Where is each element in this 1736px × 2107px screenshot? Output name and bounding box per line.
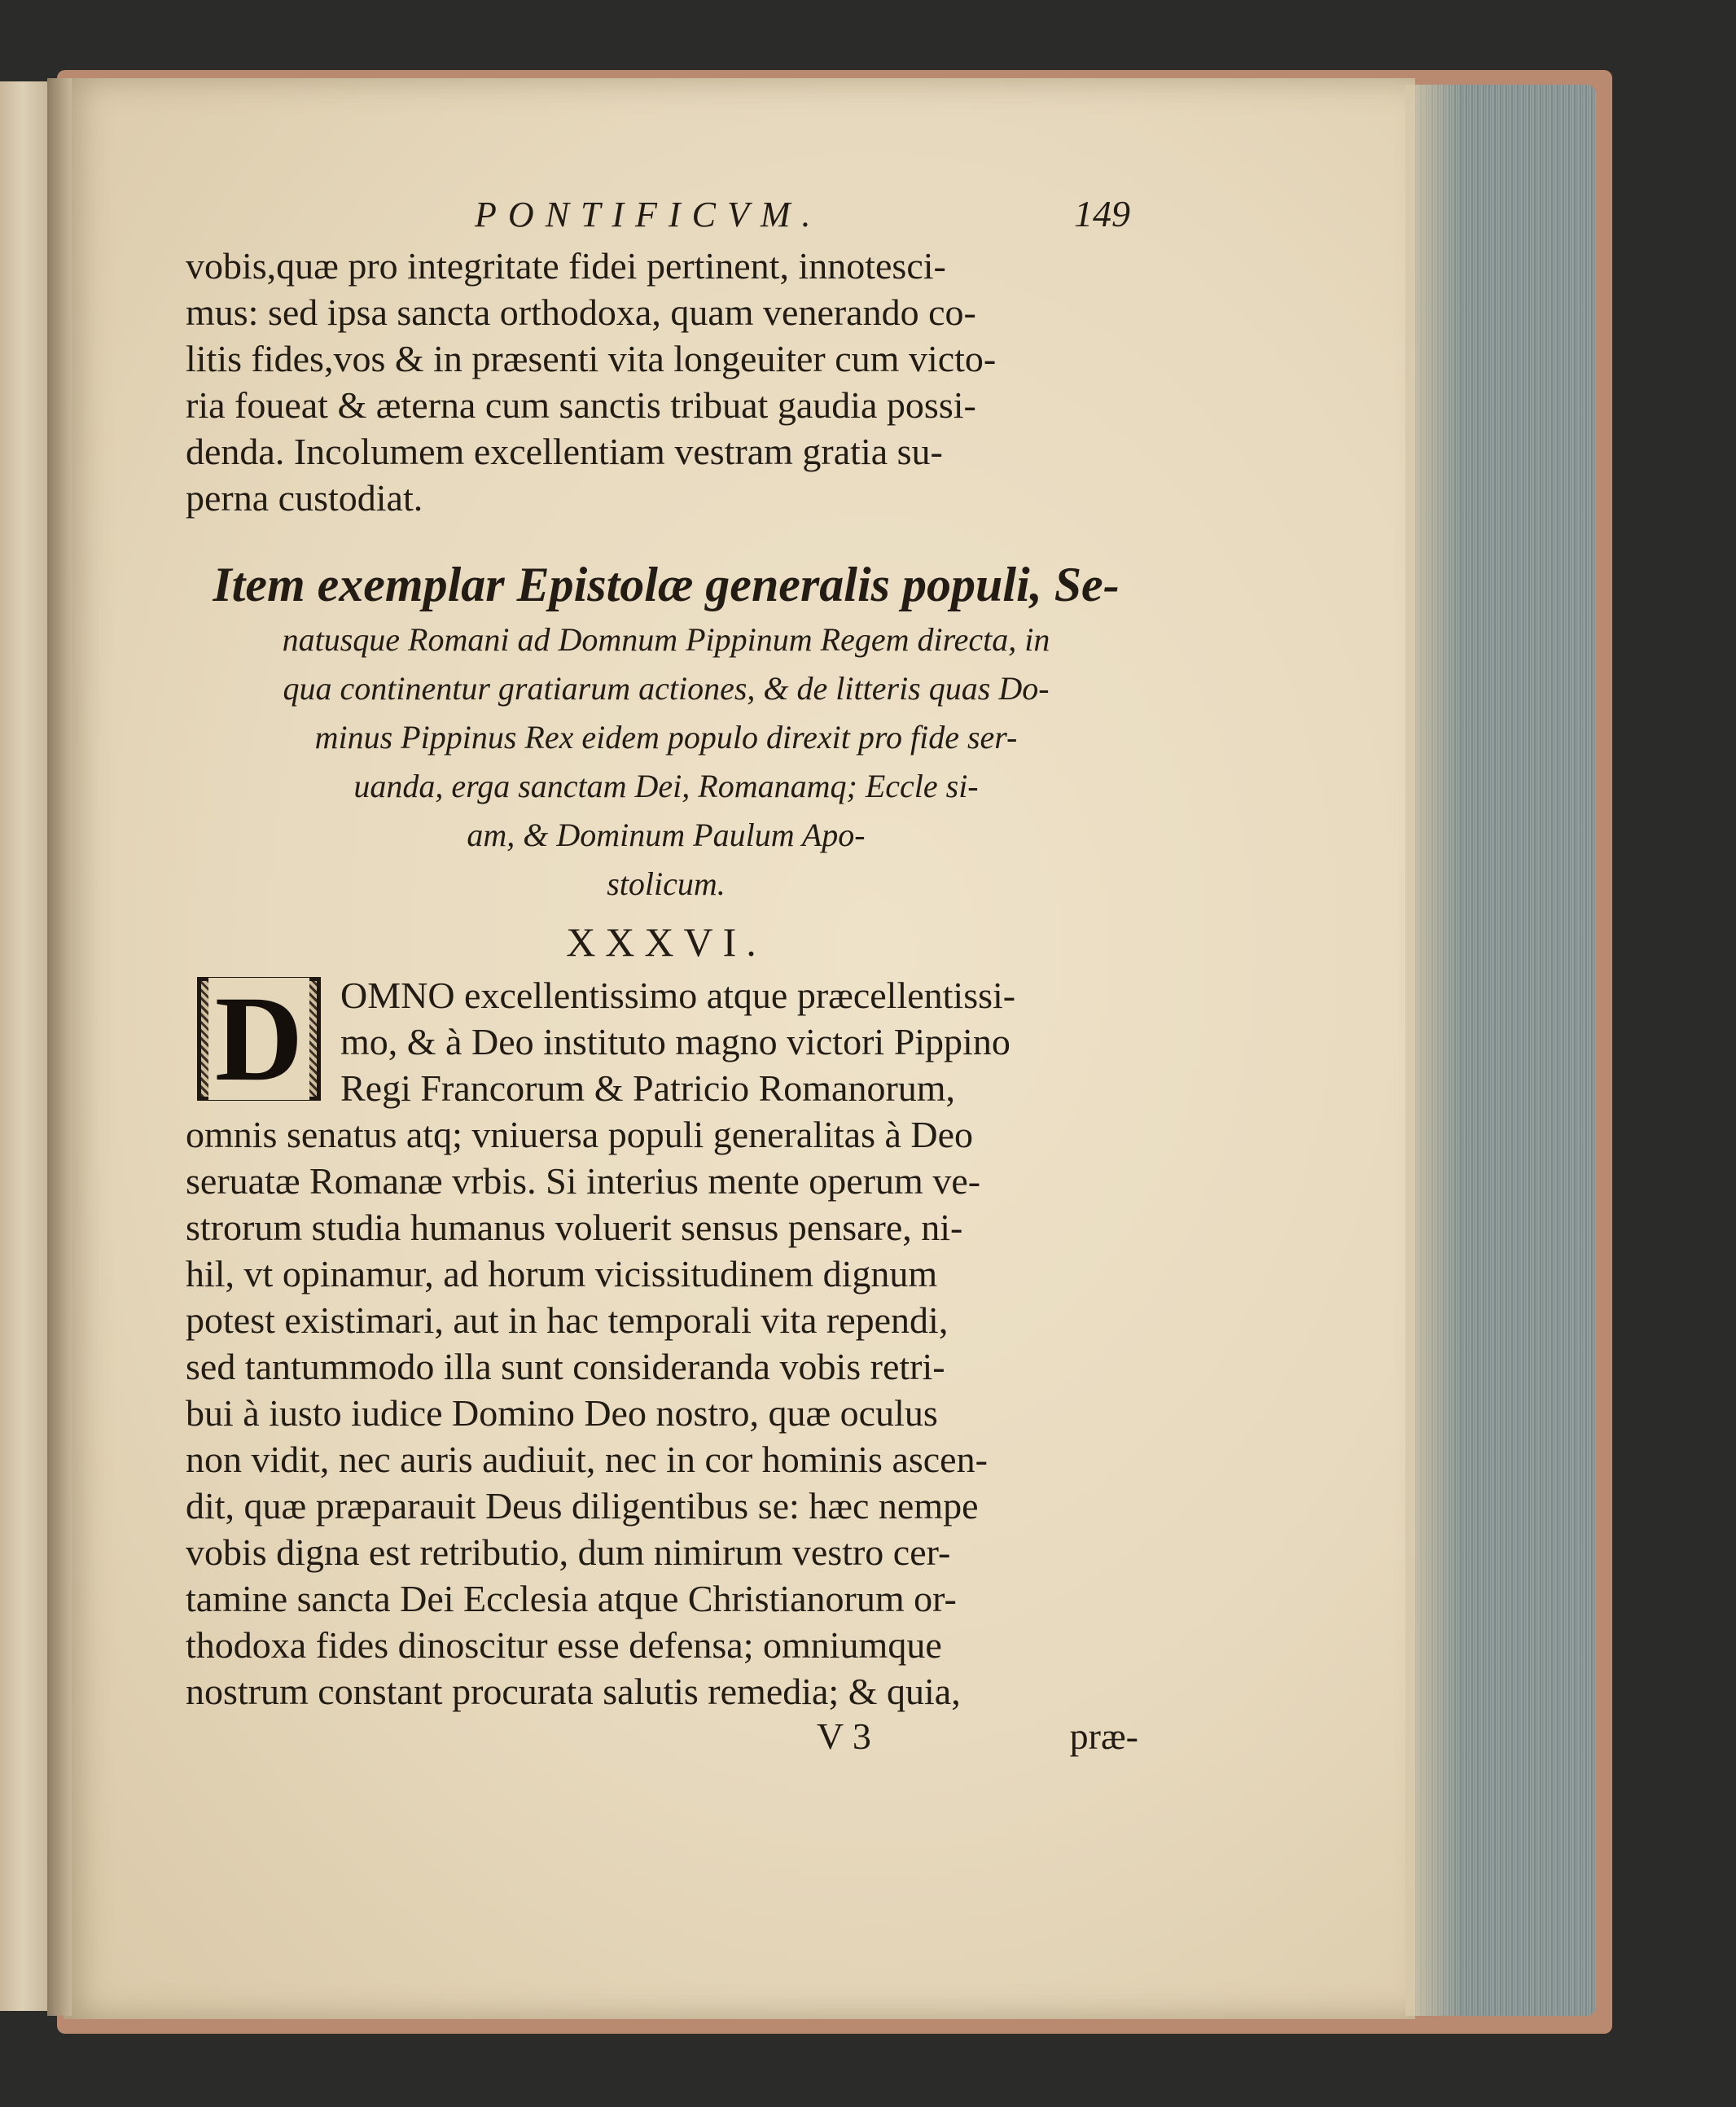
rubric-line: qua continentur gratiarum actiones, & de litteris quas Do-: [283, 670, 1050, 707]
decorated-initial: [197, 971, 321, 1106]
text-line: OMNO excellentissimo atque præcellentissi-: [340, 975, 1016, 1016]
text-line: vobis digna est retributio, dum nimirum vestro cer-: [186, 1531, 951, 1573]
rubric-heading: [186, 554, 1146, 909]
text-line: thodoxa fides dinoscitur esse defensa; omniumque: [186, 1624, 942, 1666]
text-line: strorum studia humanus voluerit sensus pensare, ni-: [186, 1207, 963, 1248]
text-line: Regi Francorum & Patricio Romanorum,: [340, 1067, 956, 1109]
text-line: mo, & à Deo instituto magno victori Pippino: [340, 1021, 1010, 1062]
text-line: hil, vt opinamur, ad horum vicissitudinem dignum: [186, 1253, 938, 1294]
text-line: denda. Incolumem excellentiam vestram gratia su-: [186, 431, 943, 472]
text-line: mus: sed ipsa sancta orthodoxa, quam venerando co-: [186, 291, 976, 333]
chapter-number: XXXVI.: [566, 919, 766, 965]
text-line: nostrum constant procurata salutis remedia; & quia,: [186, 1671, 961, 1712]
text-line: litis fides,vos & in præsenti vita longeuiter cum victo-: [186, 338, 997, 379]
text-line: dit, quæ præparauit Deus diligentibus se: hæc nempe: [186, 1485, 979, 1527]
body-paragraph-top: [186, 243, 1146, 521]
page-edge-shade: [1405, 85, 1462, 2016]
text-line: tamine sancta Dei Ecclesia atque Christianorum or-: [186, 1578, 957, 1619]
running-head: [186, 186, 1146, 243]
initial-paragraph: [186, 972, 1146, 1111]
running-title: PONTIFICVM.: [475, 195, 822, 234]
rubric-line: natusque Romani ad Domnum Pippinum Regem directa, in: [282, 621, 1050, 658]
text-line: perna custodiat.: [186, 477, 423, 519]
text-line: bui à iusto iudice Domino Deo nostro, quæ oculus: [186, 1392, 938, 1434]
text-line: sed tantummodo illa sunt consideranda vobis retri-: [186, 1346, 945, 1387]
page-number: 149: [1074, 193, 1130, 234]
page-footer: [186, 1715, 1146, 1763]
text-line: seruatæ Romanæ vrbis. Si interius mente operum ve-: [186, 1160, 981, 1202]
rubric-line: minus Pippinus Rex eidem populo direxit pro fide ser-: [314, 719, 1018, 756]
initial-letter: D: [208, 978, 309, 1100]
rubric-line: am, & Dominum Paulum Apo-: [467, 817, 866, 853]
text-block: [186, 186, 1146, 1763]
gutter-shadow: [47, 78, 72, 2016]
signature-mark: V 3: [817, 1715, 871, 1757]
catchword: præ-: [1069, 1715, 1138, 1757]
body-paragraph-bottom: [186, 1111, 1146, 1715]
rubric-line: uanda, erga sanctam Dei, Romanamq; Eccle si-: [353, 768, 979, 804]
rubric-line: Item exemplar Epistolæ generalis populi, Se-: [213, 558, 1120, 611]
rubric-line: stolicum.: [607, 865, 726, 902]
text-line: potest existimari, aut in hac temporali vita rependi,: [186, 1299, 949, 1341]
text-line: non vidit, nec auris audiuit, nec in cor hominis ascen-: [186, 1439, 988, 1480]
text-line: omnis senatus atq; vniuersa populi generalitas à Deo: [186, 1114, 974, 1155]
text-line: vobis,quæ pro integritate fidei pertinent, innotesci-: [186, 245, 946, 287]
text-line: ria foueat & æterna cum sanctis tribuat gaudia possi-: [186, 384, 976, 426]
